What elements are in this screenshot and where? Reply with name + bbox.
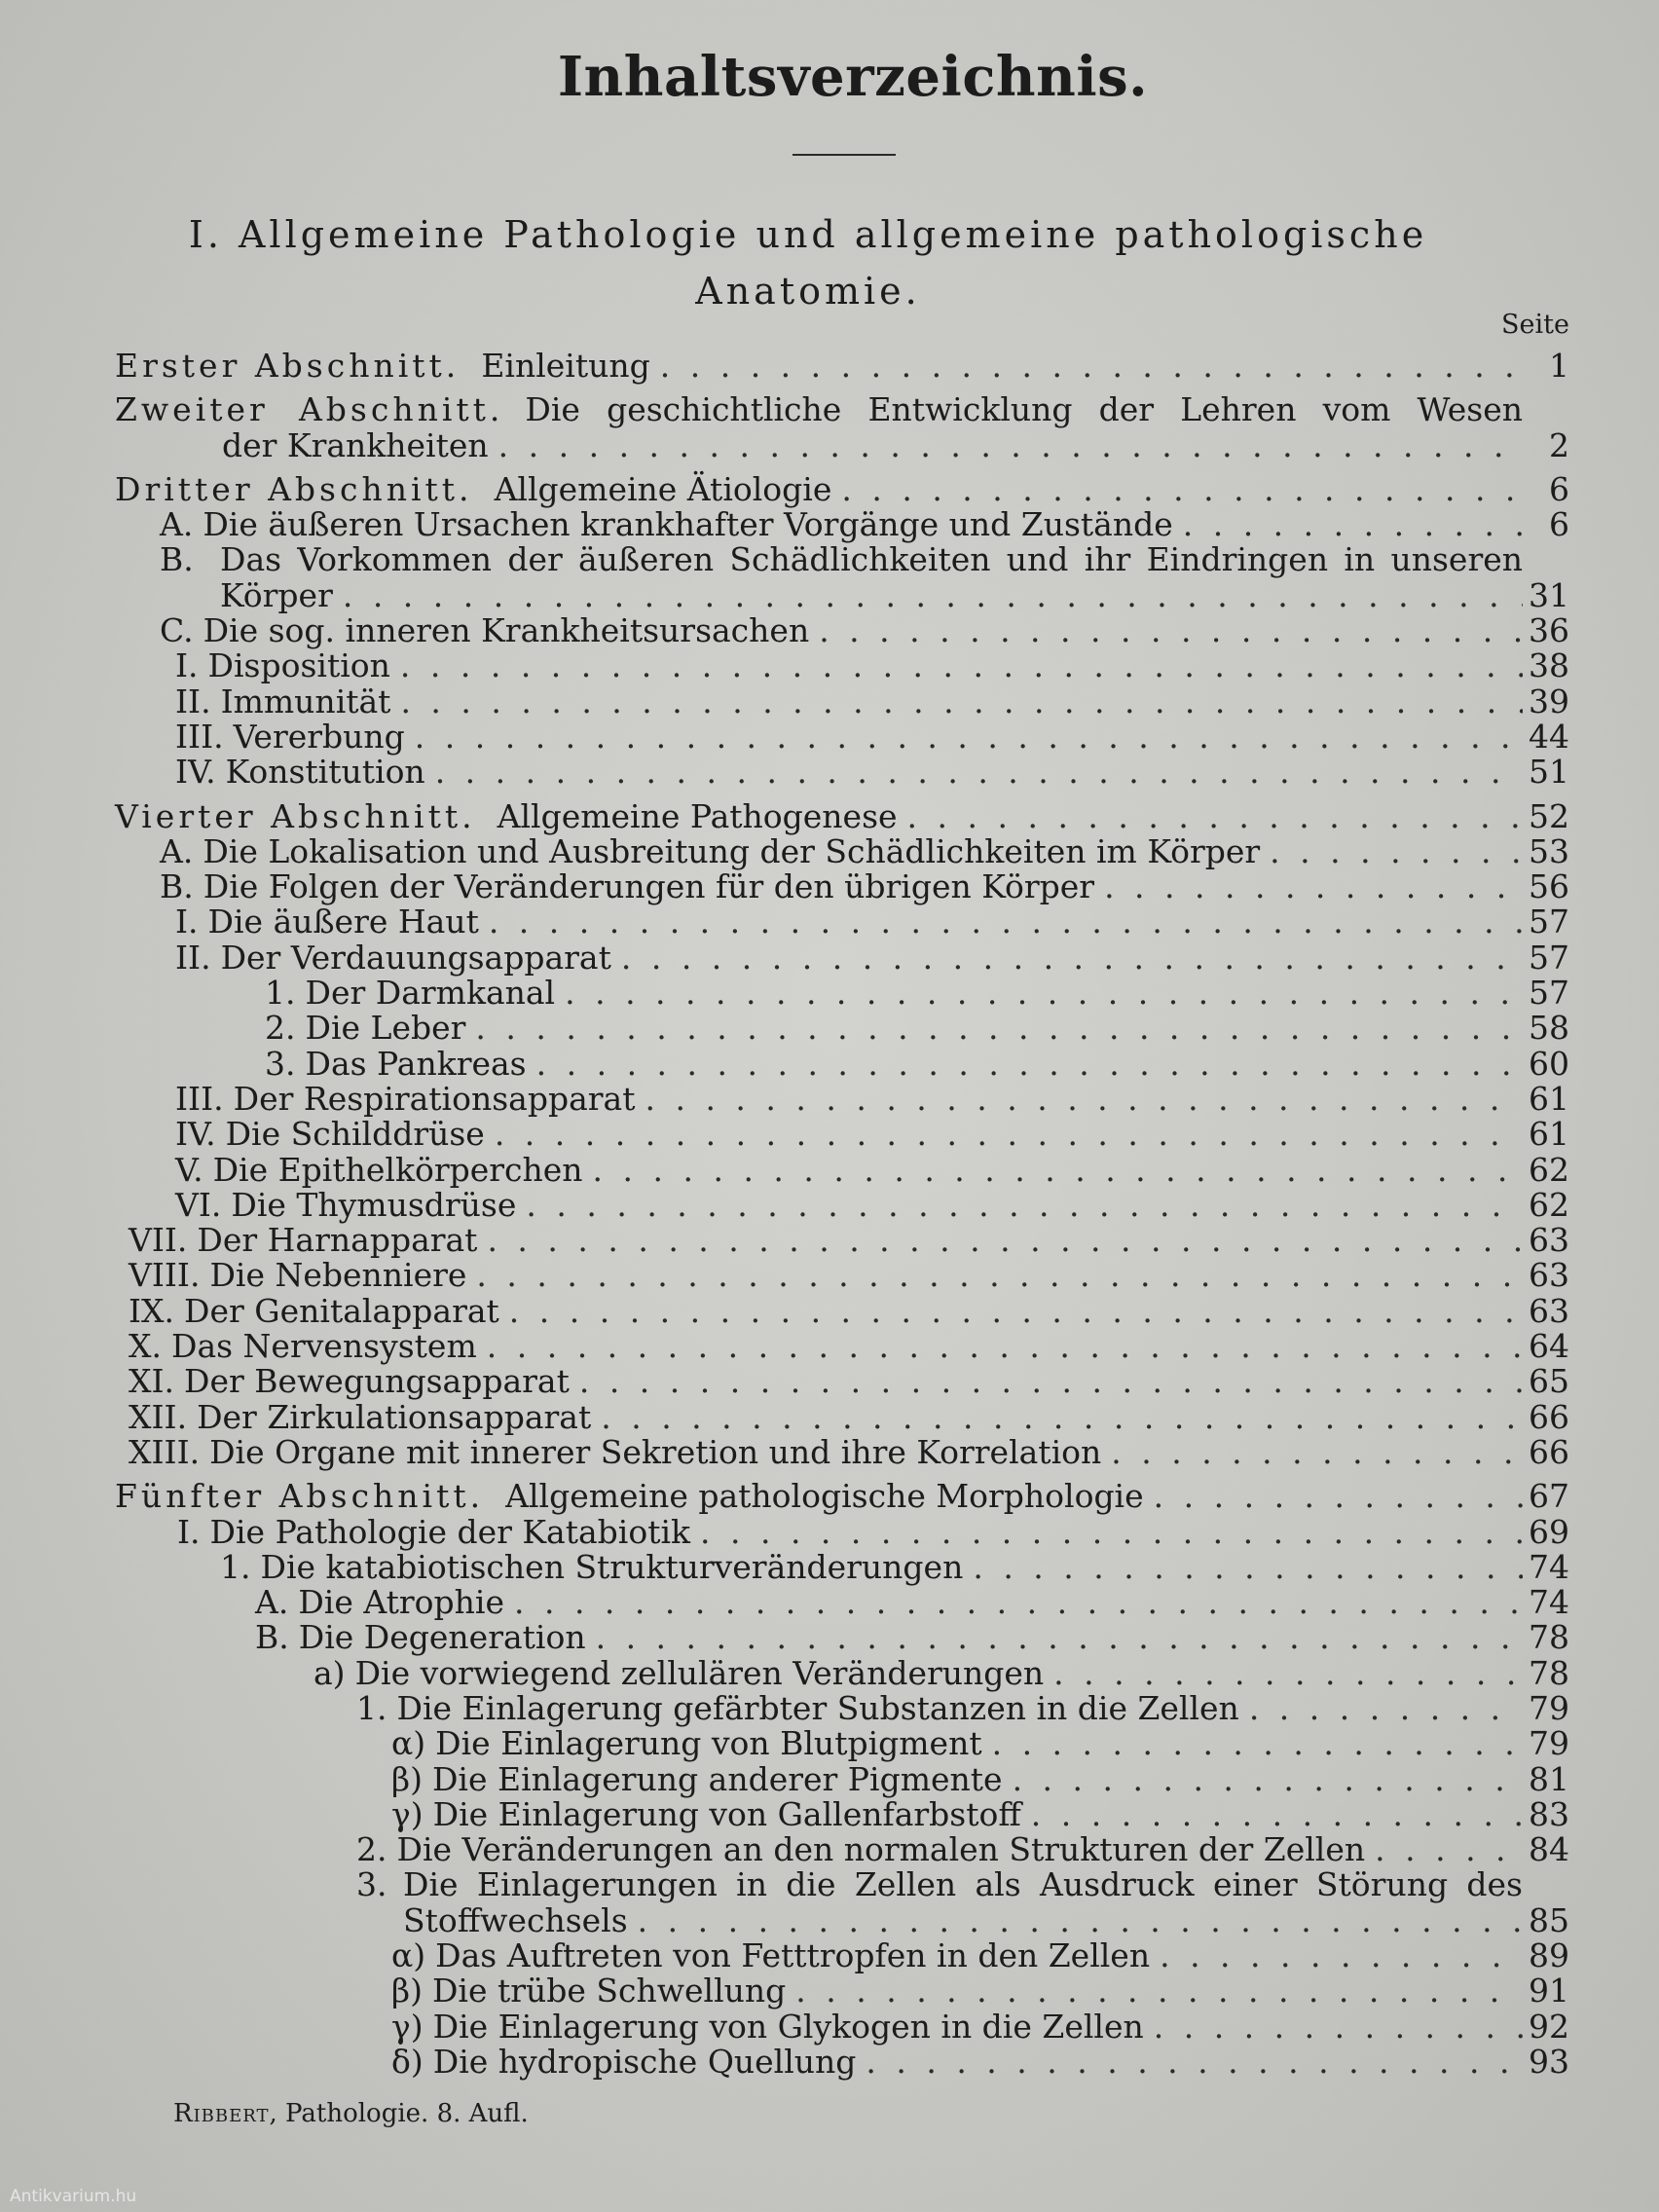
toc-page-number: 1	[1549, 347, 1569, 385]
toc-entry-title: Der Bewegungsapparat	[184, 1362, 570, 1401]
toc-page-number: 38	[1529, 646, 1569, 685]
toc-page-number: 84	[1529, 1830, 1569, 1869]
toc-page-number: 63	[1529, 1221, 1569, 1260]
toc-section	[115, 1479, 1569, 1514]
toc-entry-number: 1.	[220, 1547, 251, 1586]
dot-leader	[660, 349, 1523, 384]
toc-page-number: 74	[1529, 1583, 1569, 1622]
toc-entry	[115, 1726, 1569, 1761]
toc-page-number: 58	[1529, 1009, 1569, 1048]
toc-entry	[115, 542, 1569, 613]
dot-leader	[1375, 1832, 1523, 1867]
toc-entry-number: VIII.	[129, 1256, 201, 1295]
toc-entry-number: II.	[175, 938, 211, 977]
toc-page-number: 36	[1529, 611, 1569, 650]
toc-page-number: 92	[1529, 2007, 1569, 2046]
toc-entry-number: XII.	[129, 1397, 188, 1436]
dot-leader	[498, 428, 1523, 463]
toc-entry-number: VI.	[175, 1185, 222, 1224]
toc-entry-number: IV.	[175, 1115, 216, 1154]
part-heading	[117, 206, 1499, 319]
dot-leader	[1031, 1797, 1523, 1832]
toc-page-number: 53	[1529, 831, 1569, 870]
toc-entry-title: Die Organe mit innerer Sekretion und ihre Korrelation	[209, 1432, 1102, 1471]
toc-entry	[115, 648, 1569, 683]
toc-entry-title: Die Thymusdrüse	[231, 1185, 517, 1224]
toc-entry-number: α)	[391, 1936, 426, 1975]
toc-page-number: 79	[1529, 1688, 1569, 1727]
toc-page-number: 69	[1529, 1512, 1569, 1551]
toc-entry-number: XIII.	[129, 1432, 201, 1471]
toc-entry	[115, 1973, 1569, 2009]
toc-entry	[115, 1329, 1569, 1364]
toc-page-number: 57	[1529, 903, 1569, 941]
toc-page-number: 78	[1529, 1618, 1569, 1657]
toc-entry-title: Der Zirkulationsapparat	[197, 1397, 592, 1436]
toc-entry-number: 3.	[356, 1865, 387, 1904]
toc-section-label: Vierter Abschnitt.	[115, 796, 476, 835]
toc-entry	[115, 1397, 1569, 1436]
toc-entry	[115, 1150, 1569, 1189]
dot-leader	[866, 2045, 1523, 2080]
toc-page-number: 61	[1529, 1115, 1569, 1154]
toc-page-number: 91	[1529, 1972, 1569, 2010]
dot-leader	[1154, 1479, 1523, 1514]
dot-leader	[973, 1550, 1523, 1585]
toc-entry	[115, 719, 1569, 755]
toc-entry-number: 2.	[265, 1009, 296, 1048]
toc-entry-title: Die äußere Haut	[207, 903, 479, 941]
toc-entry-title: Das Vorkommen der äußeren Schädlichkeiten und ihr Eindringen in unseren	[220, 540, 1523, 579]
toc-page-number: 62	[1529, 1185, 1569, 1224]
dot-leader	[536, 1047, 1523, 1082]
toc-entry-title: Die Folgen der Veränderungen für den übrigen Körper	[203, 867, 1095, 906]
watermark: Antikvarium.hu	[10, 2187, 137, 2206]
toc-section	[115, 392, 1569, 463]
toc-section	[115, 796, 1569, 835]
toc-entry	[115, 1364, 1569, 1399]
toc-entry-title: Die Einlagerung gefärbter Substanzen in die Zellen	[396, 1688, 1239, 1727]
page-title: Inhaltsverzeichnis.	[557, 45, 1149, 109]
toc-page-number: 65	[1529, 1362, 1569, 1401]
toc-entry	[115, 940, 1569, 976]
toc-entry-number: VII.	[129, 1221, 188, 1260]
toc-entry	[115, 1432, 1569, 1471]
dot-leader	[400, 648, 1523, 683]
dot-leader	[415, 719, 1523, 755]
toc-entry-number: 1.	[356, 1688, 387, 1727]
toc-entry-title: Die Einlagerung von Glykogen in die Zellen	[432, 2007, 1144, 2046]
toc-entry-title: Der Harnapparat	[197, 1221, 478, 1260]
toc-entry-number: X.	[129, 1327, 162, 1366]
toc-entry-title: Die Einlagerungen in die Zellen als Ausdruck einer Störung des	[403, 1865, 1523, 1904]
toc-entry-number: δ)	[391, 2042, 424, 2081]
toc-entry	[115, 1258, 1569, 1293]
toc-entry-title: Immunität	[220, 682, 391, 720]
dot-leader	[487, 1223, 1523, 1258]
toc-entry-title: Die Schilddrüse	[225, 1115, 485, 1154]
dot-leader	[509, 1294, 1523, 1329]
dot-leader	[819, 613, 1523, 648]
toc-entry-title: Stoffwechsels	[403, 1900, 628, 1939]
toc-entry-number: 3.	[265, 1044, 296, 1083]
toc-page-number: 63	[1529, 1256, 1569, 1295]
toc-entry	[115, 1653, 1569, 1692]
toc-section-label: Zweiter Abschnitt.	[115, 390, 504, 429]
dot-leader	[487, 1329, 1523, 1364]
toc-entry-number: A.	[160, 831, 194, 870]
toc-entry-title: Die Einlagerung von Gallenfarbstoff	[432, 1794, 1021, 1833]
toc-entry	[115, 1512, 1569, 1551]
title-rule	[793, 154, 896, 156]
toc-entry-number: γ)	[391, 2007, 424, 2046]
toc-page-number: 83	[1529, 1794, 1569, 1833]
toc-entry	[115, 869, 1569, 904]
dot-leader	[841, 472, 1523, 507]
toc-entry-title: Die trübe Schwellung	[431, 1972, 787, 2010]
toc-entry-number: a)	[313, 1653, 346, 1692]
toc-entry-title: Der Verdauungsapparat	[220, 938, 611, 977]
toc-entry-title: Die katabiotischen Strukturveränderungen	[260, 1547, 964, 1586]
toc-entry-title: Der Genitalapparat	[184, 1291, 499, 1330]
toc-entry-title: Die geschichtliche Entwicklung der Lehren vom Wesen	[525, 390, 1523, 429]
toc-page-number: 93	[1529, 2042, 1569, 2081]
toc-entry	[115, 755, 1569, 790]
footer	[173, 2099, 529, 2128]
dot-leader	[1270, 834, 1523, 869]
toc-page-number: 78	[1529, 1653, 1569, 1692]
toc-entry-title: Die vorwiegend zellulären Veränderungen	[354, 1653, 1045, 1692]
toc-entry	[115, 1759, 1569, 1798]
toc-page-number: 51	[1529, 753, 1569, 792]
toc-entry	[115, 613, 1569, 648]
toc-entry-title: Allgemeine pathologische Morphologie	[505, 1477, 1144, 1516]
toc-entry-number: III.	[175, 1079, 224, 1118]
toc-entry-number: IV.	[175, 753, 216, 792]
toc-entry	[115, 1832, 1569, 1867]
toc-page-number: 66	[1529, 1397, 1569, 1436]
toc-entry-title: Das Auftreten von Fetttropfen in den Zellen	[435, 1936, 1151, 1975]
dot-leader	[514, 1585, 1523, 1620]
toc-entry-title: Die Nebenniere	[209, 1256, 467, 1295]
part-heading-line2: Anatomie.	[695, 270, 921, 313]
dot-leader	[593, 1153, 1523, 1188]
toc-entry	[115, 1547, 1569, 1586]
dot-leader	[596, 1620, 1523, 1655]
toc-page-number: 60	[1529, 1044, 1569, 1083]
toc-entry	[115, 831, 1569, 870]
toc-entry-number: α)	[391, 1724, 426, 1763]
toc-entry	[115, 1585, 1569, 1620]
dot-leader	[795, 1973, 1523, 2009]
dot-leader	[1154, 2009, 1523, 2045]
toc-entry	[115, 684, 1569, 719]
dot-leader	[476, 1258, 1523, 1293]
toc-page-number: 62	[1529, 1150, 1569, 1189]
toc-section-label: Erster Abschnitt.	[115, 347, 461, 385]
dot-leader	[475, 1011, 1523, 1046]
toc-section	[115, 469, 1569, 508]
toc-entry	[115, 1044, 1569, 1083]
dot-leader	[1183, 507, 1523, 542]
toc-page-number: 57	[1529, 938, 1569, 977]
toc-page-number: 52	[1529, 796, 1569, 835]
dot-leader	[343, 578, 1523, 613]
toc-entry-number: I.	[177, 1512, 201, 1551]
toc-entry-title: Allgemeine Pathogenese	[497, 796, 898, 835]
toc-entry-number: A.	[160, 505, 194, 544]
table-of-contents	[115, 349, 1569, 2080]
toc-entry	[115, 1794, 1569, 1833]
dot-leader	[1249, 1691, 1523, 1726]
toc-page-number: 2	[1549, 425, 1569, 464]
dot-leader	[1053, 1656, 1523, 1691]
toc-entry-number: I.	[175, 646, 199, 685]
toc-page-number: 64	[1529, 1327, 1569, 1366]
toc-entry-number: II.	[175, 682, 211, 720]
dot-leader	[700, 1515, 1523, 1550]
toc-page-number: 67	[1529, 1477, 1569, 1516]
toc-page-number: 74	[1529, 1547, 1569, 1586]
toc-entry-number: A.	[255, 1583, 289, 1622]
dot-leader	[495, 1117, 1523, 1152]
dot-leader	[1111, 1435, 1523, 1470]
toc-entry-number: B.	[255, 1618, 289, 1657]
dot-leader	[645, 1082, 1523, 1117]
toc-entry	[115, 2042, 1569, 2081]
toc-entry-title: Die Epithelkörperchen	[212, 1150, 583, 1189]
toc-section-label: Dritter Abschnitt.	[115, 469, 473, 508]
toc-entry-number: β)	[391, 1759, 423, 1798]
toc-entry-title: Die hydropische Quellung	[432, 2042, 857, 2081]
toc-entry-number: C.	[160, 611, 194, 650]
toc-entry-title: Das Nervensystem	[170, 1327, 477, 1366]
dot-leader	[1013, 1762, 1523, 1797]
toc-entry-title: Die Veränderungen an den normalen Strukturen der Zellen	[396, 1830, 1366, 1869]
part-heading-line1: I. Allgemeine Pathologie und allgemeine pathologische	[188, 213, 1428, 256]
dot-leader	[1160, 1938, 1523, 1973]
dot-leader	[638, 1903, 1523, 1938]
toc-entry	[115, 1079, 1569, 1118]
toc-section	[115, 349, 1569, 384]
dot-leader	[907, 799, 1523, 834]
toc-entry	[115, 507, 1569, 542]
toc-entry-title: Allgemeine Ätiologie	[494, 469, 832, 508]
page-column-label: Seite	[1501, 310, 1569, 340]
toc-page-number: 81	[1529, 1759, 1569, 1798]
toc-entry-title: Die Einlagerung von Blutpigment	[435, 1724, 982, 1763]
toc-entry-title: Die Einlagerung anderer Pigmente	[431, 1759, 1003, 1798]
toc-page-number: 39	[1529, 682, 1569, 720]
toc-entry-title: Die Degeneration	[298, 1618, 586, 1657]
dot-leader	[1104, 869, 1523, 904]
toc-page-number: 66	[1529, 1432, 1569, 1471]
toc-page-number: 6	[1549, 469, 1569, 508]
toc-page-number: 89	[1529, 1936, 1569, 1975]
toc-entry-number: B.	[160, 867, 194, 906]
toc-page-number: 31	[1529, 575, 1569, 614]
toc-entry-title: Die sog. inneren Krankheitsursachen	[203, 611, 810, 650]
toc-entry-title: Einleitung	[481, 347, 650, 385]
toc-entry	[115, 1688, 1569, 1727]
toc-entry-number: B.	[160, 540, 194, 579]
toc-entry	[115, 1867, 1569, 1938]
toc-entry	[115, 2009, 1569, 2045]
toc-entry	[115, 1938, 1569, 1973]
toc-page-number: 79	[1529, 1724, 1569, 1763]
toc-page-number: 61	[1529, 1079, 1569, 1118]
toc-entry-title: Die Leber	[305, 1009, 466, 1048]
toc-entry-number: IX.	[129, 1291, 175, 1330]
toc-entry-title: Körper	[220, 575, 333, 614]
dot-leader	[565, 976, 1523, 1011]
toc-entry-title: Konstitution	[225, 753, 425, 792]
toc-entry	[115, 1011, 1569, 1046]
toc-entry-number: XI.	[129, 1362, 175, 1401]
toc-entry-number: β)	[391, 1972, 423, 2010]
toc-page-number: 56	[1529, 867, 1569, 906]
dot-leader	[621, 940, 1523, 976]
toc-entry	[115, 1185, 1569, 1224]
toc-entry	[115, 904, 1569, 940]
footer-author: Ribbert	[173, 2099, 270, 2128]
toc-page-number: 85	[1529, 1900, 1569, 1939]
toc-page-number: 44	[1529, 717, 1569, 756]
toc-entry-number: γ)	[391, 1794, 424, 1833]
dot-leader	[992, 1726, 1523, 1761]
toc-entry-number: III.	[175, 717, 224, 756]
toc-entry-title: Der Respirationsapparat	[233, 1079, 636, 1118]
footer-edition: , Pathologie. 8. Aufl.	[269, 2099, 529, 2128]
toc-entry-number: V.	[175, 1150, 203, 1189]
toc-entry-title: Die Lokalisation und Ausbreitung der Schädlichkeiten im Körper	[203, 831, 1261, 870]
toc-entry	[115, 1117, 1569, 1152]
toc-entry-number: I.	[175, 903, 199, 941]
toc-page-number: 57	[1529, 974, 1569, 1013]
toc-entry	[115, 1223, 1569, 1258]
toc-entry-title: Vererbung	[233, 717, 405, 756]
toc-entry	[115, 1620, 1569, 1655]
toc-entry-title: Die Pathologie der Katabiotik	[209, 1512, 691, 1551]
toc-entry-number: 2.	[356, 1830, 387, 1869]
dot-leader	[435, 755, 1523, 790]
dot-leader	[489, 904, 1523, 940]
dot-leader	[601, 1400, 1523, 1435]
toc-entry	[115, 1291, 1569, 1330]
toc-page-number: 63	[1529, 1291, 1569, 1330]
toc-entry-title: Der Darmkanal	[305, 974, 556, 1013]
toc-entry-title: Die Atrophie	[298, 1583, 504, 1622]
toc-entry-title: Die äußeren Ursachen krankhafter Vorgänge und Zustände	[203, 505, 1173, 544]
toc-entry-title: der Krankheiten	[222, 425, 489, 464]
dot-leader	[526, 1188, 1523, 1223]
dot-leader	[400, 684, 1523, 719]
toc-page-number: 6	[1549, 505, 1569, 544]
toc-entry	[115, 976, 1569, 1011]
toc-entry-title: Disposition	[207, 646, 390, 685]
dot-leader	[579, 1364, 1523, 1399]
toc-section-label: Fünfter Abschnitt.	[115, 1477, 485, 1516]
toc-entry-number: 1.	[265, 974, 296, 1013]
toc-entry-title: Das Pankreas	[305, 1044, 527, 1083]
